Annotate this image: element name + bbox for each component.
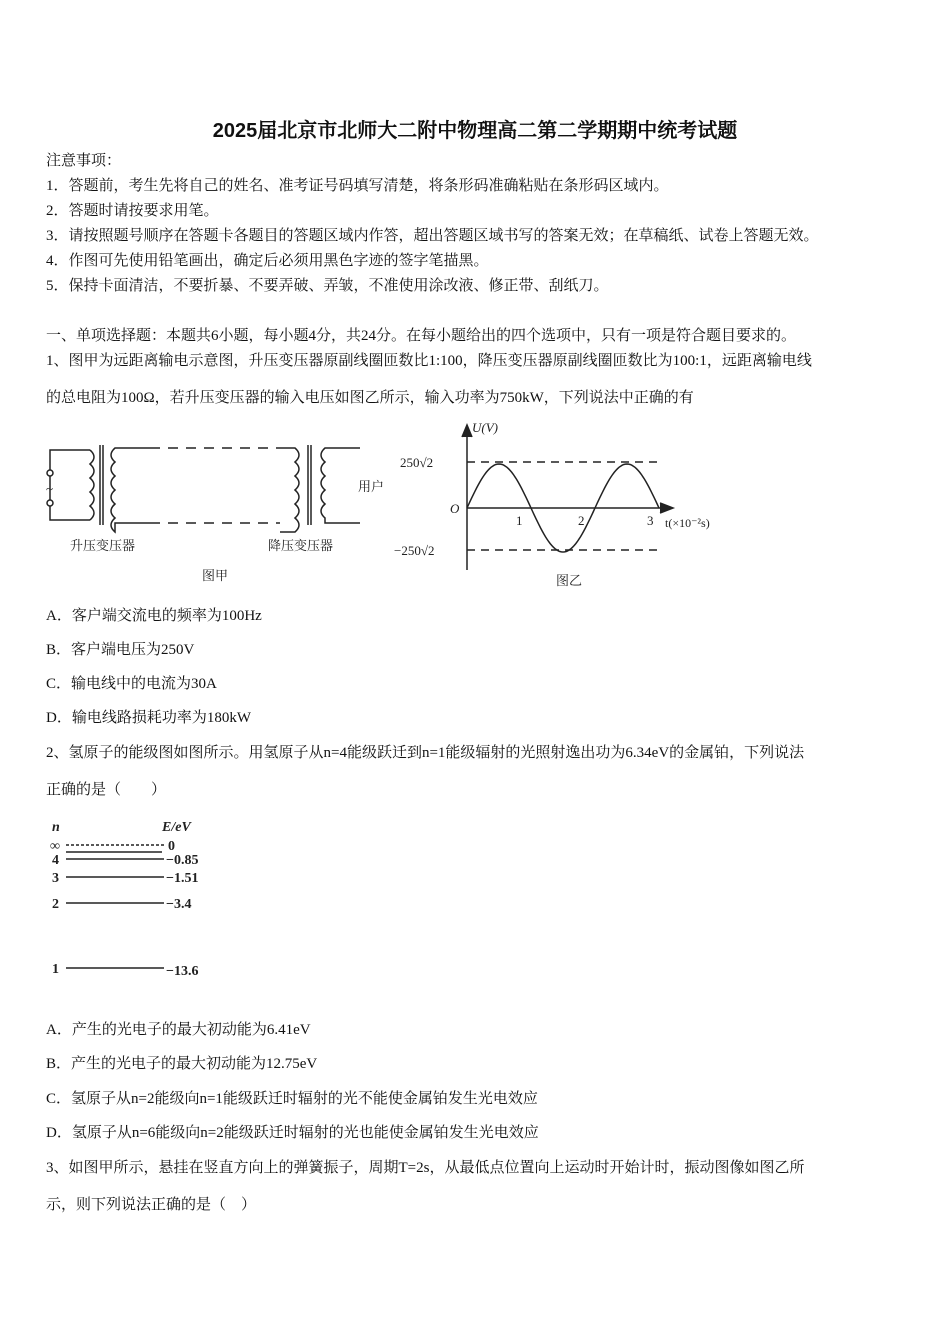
question-3-text: 3、如图甲所示，悬挂在竖直方向上的弹簧振子，周期T=2s，从最低点位置向上运动时开始计时，振动图像如图乙所 (46, 1160, 805, 1176)
level-energy: −13.6 (166, 964, 199, 979)
option-c: C．氢原子从n=2能级向n=1能级跃迁时辐射的光不能使金属铂发生光电效应 (46, 1091, 538, 1107)
option-b: B．客户端电压为250V (46, 642, 195, 658)
notice-item: 3．请按照题号顺序在答题卡各题目的答题区域内作答，超出答题区域书写的答案无效；在草稿纸、试卷上答题无效。 (46, 228, 819, 244)
step-down-label: 降压变压器 (268, 538, 334, 553)
y-min-label: −250√2 (394, 543, 435, 558)
question-2-text: 正确的是（ ） (46, 782, 167, 798)
notice-item: 1．答题前，考生先将自己的姓名、准考证号码填写清楚，将条形码准确粘贴在条形码区域内。 (46, 178, 669, 194)
level-n: 3 (52, 871, 59, 886)
option-b: B．产生的光电子的最大初动能为12.75eV (46, 1056, 318, 1072)
y-max-label: 250√2 (400, 455, 434, 470)
user-label: 用户 (358, 479, 385, 494)
figure-caption: 图甲 (202, 568, 229, 583)
level-energy: −1.51 (166, 871, 199, 886)
y-axis-label: U(V) (472, 420, 498, 435)
level-energy: −3.4 (166, 897, 192, 912)
page-title: 2025届北京市北师大二附中物理高二第二学期期中统考试题 (212, 120, 738, 142)
level-n: 4 (52, 853, 59, 868)
figure-caption: 图乙 (556, 573, 583, 588)
option-a: A．客户端交流电的频率为100Hz (46, 608, 262, 624)
notice-item: 2．答题时请按要求用笔。 (46, 203, 219, 219)
question-1-text: 1、图甲为远距离输电示意图，升压变压器原副线圈匝数比1:100，降压变压器原副线圈匝数比为100:1，远距离输电线 (46, 353, 812, 369)
ac-source-symbol: ~ (46, 481, 54, 496)
question-3-text: 示，则下列说法正确的是（ ） (46, 1197, 257, 1213)
section-heading: 一、单项选择题：本题共6小题，每小题4分，共24分。在每小题给出的四个选项中，只有一项是符合题目要求的。 (46, 328, 797, 344)
notice-item: 5．保持卡面清洁，不要折暴、不要弄破、弄皱，不准使用涂改液、修正带、刮纸刀。 (46, 278, 609, 294)
level-n: 2 (52, 897, 59, 912)
level-energy: 0 (168, 839, 175, 854)
question-1-text: 的总电阻为100Ω，若升压变压器的输入电压如图乙所示，输入功率为750kW，下列说法中正确的有 (46, 390, 694, 406)
option-d: D．氢原子从n=6能级向n=2能级跃迁时辐射的光也能使金属铂发生光电效应 (46, 1125, 539, 1141)
x-tick: 3 (647, 513, 654, 528)
energy-unit-label: E/eV (162, 820, 191, 835)
x-tick: 2 (578, 513, 585, 528)
notice-item: 4．作图可先使用铅笔画出，确定后必须用黑色字迹的签字笔描黑。 (46, 253, 489, 269)
level-energy: −0.85 (166, 853, 199, 868)
option-a: A．产生的光电子的最大初动能为6.41eV (46, 1022, 311, 1038)
option-c: C．输电线中的电流为30A (46, 676, 217, 692)
step-up-label: 升压变压器 (70, 538, 136, 553)
voltage-graph (390, 415, 740, 595)
question-2-text: 2、氢原子的能级图如图所示。用氢原子从n=4能级跃迁到n=1能级辐射的光照射逸出功为6.34eV的金属铂，下列说法 (46, 745, 805, 761)
level-n: 1 (52, 962, 59, 977)
n-label: n (52, 820, 60, 835)
notice-heading: 注意事项： (46, 153, 122, 169)
level-n: ∞ (50, 839, 60, 854)
option-d: D．输电线路损耗功率为180kW (46, 710, 251, 726)
origin-label: O (450, 501, 460, 516)
energy-level-diagram (40, 815, 240, 985)
x-axis-label: t(×10⁻²s) (665, 516, 710, 530)
x-tick: 1 (516, 513, 523, 528)
transmission-diagram (40, 415, 400, 595)
